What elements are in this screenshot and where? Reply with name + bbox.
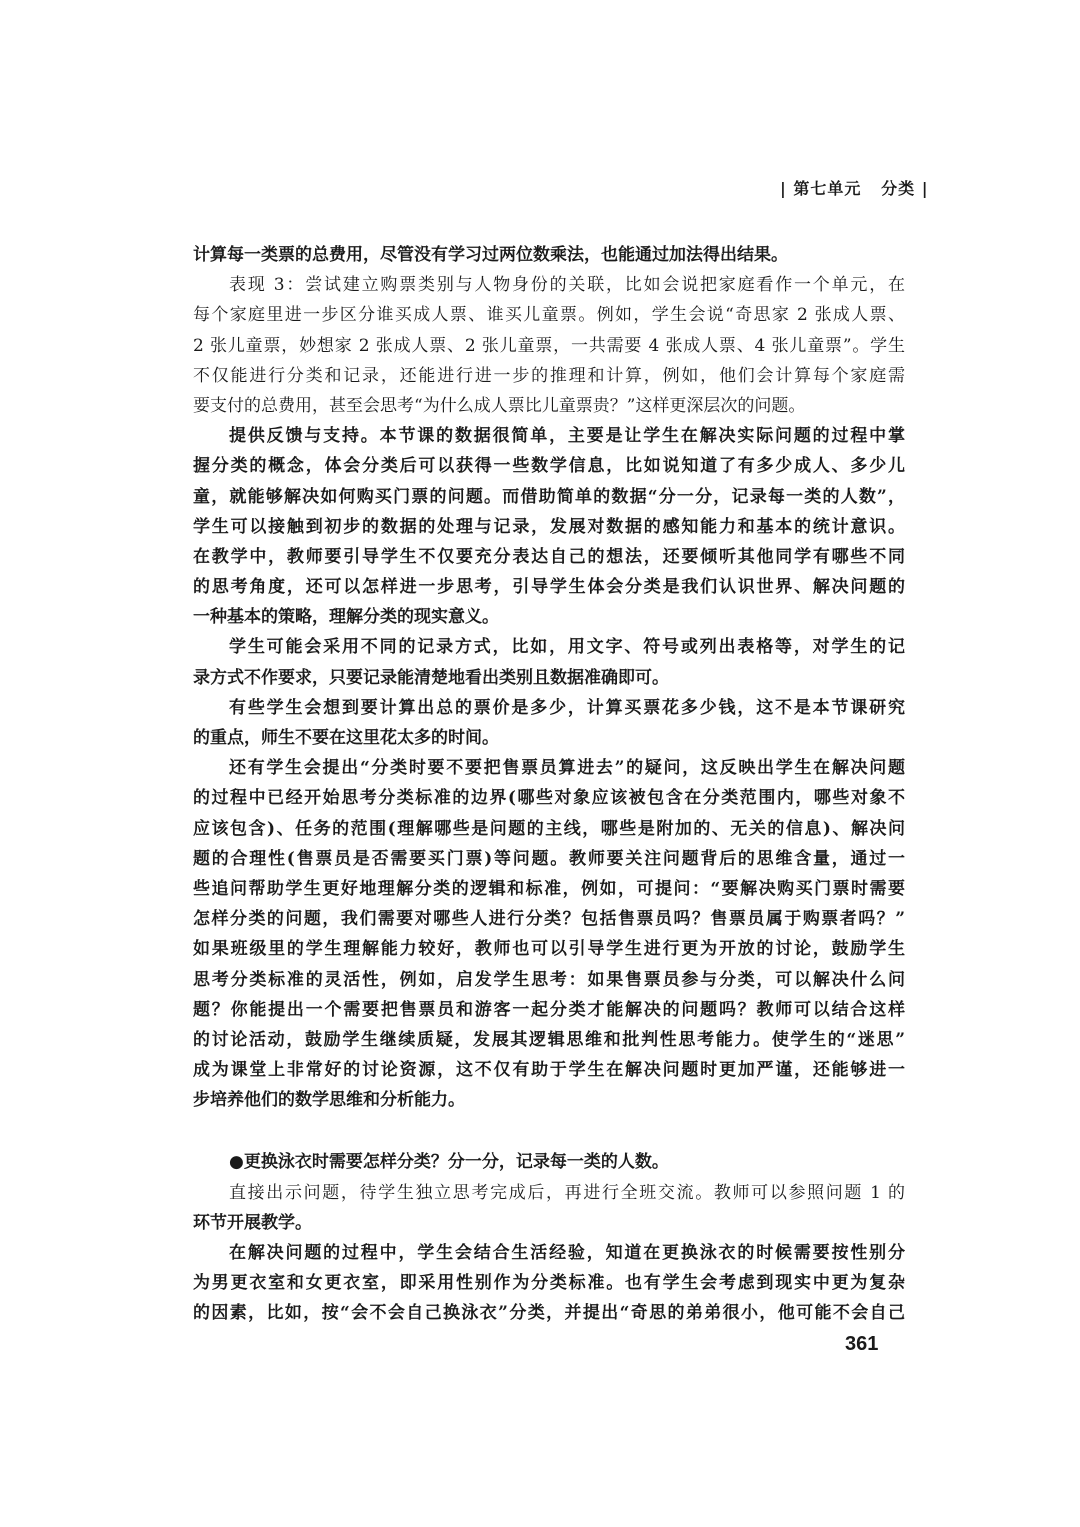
text-line: 每个家庭里进一步区分谁买成人票、谁买儿童票。例如，学生会说“奇思家 2 张成人票、 bbox=[193, 305, 905, 326]
text-line: 的讨论活动，鼓励学生继续质疑，发展其逻辑思维和批判性思考能力。使学生的“迷思” bbox=[193, 1029, 905, 1050]
text-line: 还有学生会提出“分类时要不要把售票员算进去”的疑问，这反映出学生在解决问题 bbox=[229, 758, 905, 779]
text-line: 计算每一类票的总费用，尽管没有学习过两位数乘法，也能通过加法得出结果。 bbox=[193, 245, 788, 265]
page-number: 361 bbox=[845, 1333, 879, 1355]
running-head-unit: 第七单元 bbox=[793, 179, 862, 198]
running-head-bar-right: | bbox=[921, 179, 929, 198]
text-line: 的过程中已经开始思考分类标准的边界(哪些对象应该被包含在分类范围内，哪些对象不 bbox=[193, 788, 905, 809]
running-head-bar-left: | bbox=[780, 179, 787, 198]
text-line: 表现 3：尝试建立购票类别与人物身份的关联，比如会说把家庭看作一个单元，在 bbox=[229, 275, 905, 296]
text-line: 思考分类标准的灵活性，例如，启发学生思考：如果售票员参与分类，可以解决什么问 bbox=[193, 969, 905, 990]
text-line: 题的合理性(售票员是否需要买门票)等问题。教师要关注问题背后的思维含量，通过一 bbox=[193, 848, 905, 869]
text-line: 直接出示问题，待学生独立思考完成后，再进行全班交流。教师可以参照问题 1 的 bbox=[229, 1182, 905, 1203]
text-line: 握分类的概念，体会分类后可以获得一些数学信息，比如说知道了有多少成人、多少儿 bbox=[193, 456, 905, 477]
text-line: 的重点，师生不要在这里花太多的时间。 bbox=[193, 728, 499, 748]
text-line: 不仅能进行分类和记录，还能进行进一步的推理和计算，例如，他们会计算每个家庭需 bbox=[193, 365, 905, 386]
text-line: 学生可能会采用不同的记录方式，比如，用文字、符号或列出表格等，对学生的记 bbox=[229, 637, 905, 658]
text-line: 提供反馈与支持。本节课的数据很简单，主要是让学生在解决实际问题的过程中掌 bbox=[229, 426, 905, 447]
text-line: 录方式不作要求，只要记录能清楚地看出类别且数据准确即可。 bbox=[193, 667, 669, 688]
text-line: 应该包含)、任务的范围(理解哪些是问题的主线，哪些是附加的、无关的信息)、解决问 bbox=[193, 818, 905, 839]
text-line: 题？你能提出一个需要把售票员和游客一起分类才能解决的问题吗？教师可以结合这样 bbox=[193, 999, 905, 1020]
text-line: 怎样分类的问题，我们需要对哪些人进行分类？包括售票员吗？售票员属于购票者吗？” bbox=[193, 909, 905, 930]
text-line: 童，就能够解决如何购买门票的问题。而借助简单的数据“分一分，记录每一类的人数”， bbox=[193, 486, 905, 507]
section-gap bbox=[193, 1115, 905, 1147]
text-line: 如果班级里的学生理解能力较好，教师也可以引导学生进行更为开放的讨论，鼓励学生 bbox=[193, 939, 905, 960]
running-head-topic: 分类 bbox=[881, 179, 916, 198]
text-line: 2 张儿童票，妙想家 2 张成人票、2 张儿童票，一共需要 4 张成人票、4 张儿童票”。学生 bbox=[193, 335, 905, 356]
text-line: 的因素，比如，按“会不会自己换泳衣”分类，并提出“奇思的弟弟很小，他可能不会自己 bbox=[193, 1303, 905, 1324]
section-heading: ●更换泳衣时需要怎样分类？分一分，记录每一类的人数。 bbox=[229, 1152, 669, 1173]
text-line: 学生可以接触到初步的数据的处理与记录，发展对数据的感知能力和基本的统计意识。 bbox=[193, 516, 905, 537]
text-line: 些追问帮助学生更好地理解分类的逻辑和标准，例如，可提问：“要解决购买门票时需要 bbox=[193, 878, 905, 899]
text-line: 成为课堂上非常好的讨论资源，这不仅有助于学生在解决问题时更加严谨，还能够进一 bbox=[193, 1060, 905, 1081]
text-line: 在解决问题的过程中，学生会结合生活经验，知道在更换泳衣的时候需要按性别分 bbox=[229, 1243, 905, 1263]
text-line: 在教学中，教师要引导学生不仅要充分表达自己的想法，还要倾听其他同学有哪些不同 bbox=[193, 546, 905, 567]
text-line: 一种基本的策略，理解分类的现实意义。 bbox=[193, 607, 499, 628]
text-line: 步培养他们的数学思维和分析能力。 bbox=[193, 1090, 465, 1111]
text-line: 的思考角度，还可以怎样进一步思考，引导学生体会分类是我们认识世界、解决问题的 bbox=[193, 577, 905, 598]
running-head bbox=[780, 176, 960, 199]
text-line: 环节开展教学。 bbox=[193, 1212, 312, 1233]
text-line: 有些学生会想到要计算出总的票价是多少，计算买票花多少钱，这不是本节课研究 bbox=[229, 697, 905, 718]
text-line: 为男更衣室和女更衣室，即采用性别作为分类标准。也有学生会考虑到现实中更为复杂 bbox=[193, 1273, 905, 1294]
text-line: 要支付的总费用，甚至会思考“为什么成人票比儿童票贵？”这样更深层次的问题。 bbox=[193, 395, 806, 416]
body-text bbox=[193, 240, 905, 1329]
